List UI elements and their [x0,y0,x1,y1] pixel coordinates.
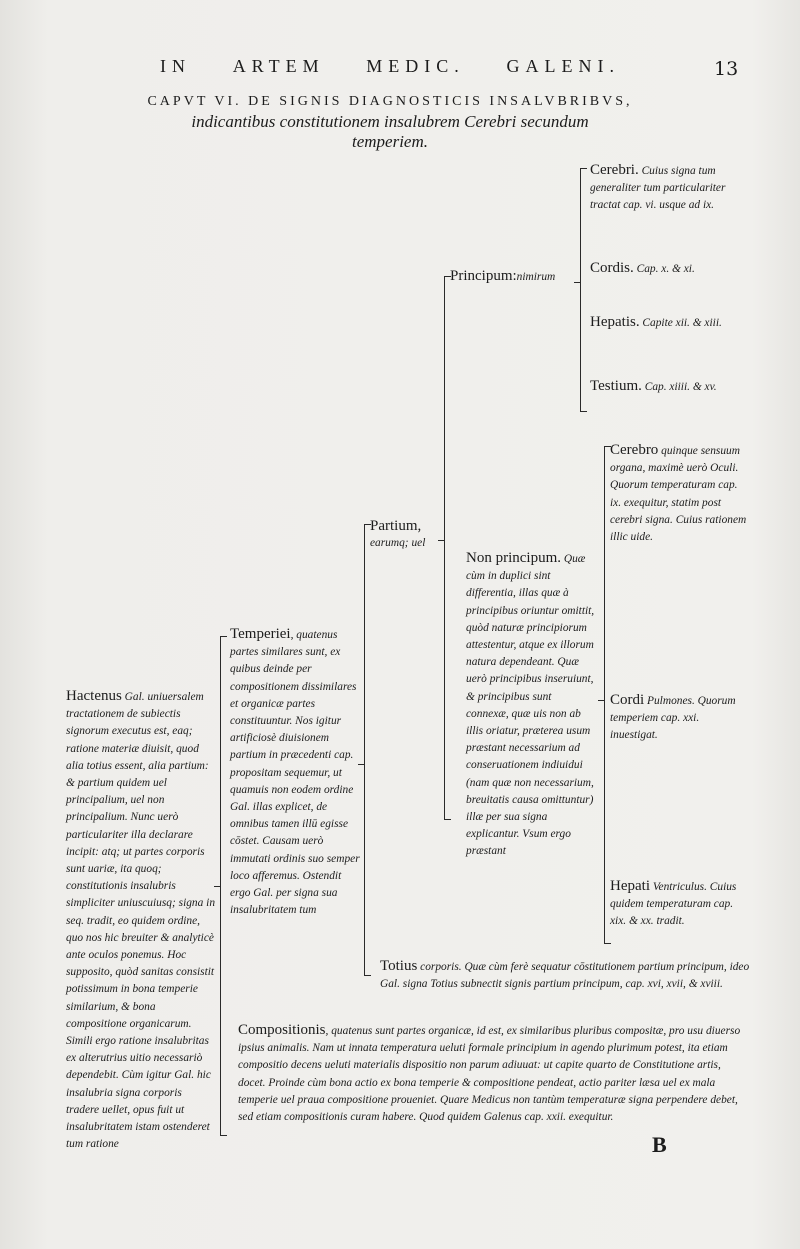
compositionis-text: , quatenus sunt partes organicæ, id est, ex similaribus pluribus compositæ, pro usu diuerso ipsius animalis. Nam ut innata temperatura ueluti formale principium in agendo plurimum potest, ita etiam compositio decens ueluti materialis dispositio non parum adiuuat: ut capite quarto de Constitutione artis, docet. Proinde cùm bona actio ex bona temperie & compositione pendeat, actio pariter læsa uel ex mala temperie uel praua compositione proueniet. Quare Medicus non tantùm temperaturæ signa perpendere debet, sed etiam compositionis curam habere. Quod quidem Galenus cap. xxii. exequitur. [238,1025,741,1124]
chapter-title [100,92,680,152]
partium-block [370,518,440,552]
compositionis-block [238,1022,748,1126]
partium-head: Partium, [370,518,422,534]
hepati-text: Ventriculus. Cuius quidem temperaturam cap. xix. & xx. tradit. [610,881,737,928]
non-principum-block [466,550,596,861]
signature-mark: B [652,1132,667,1157]
intro-paragraph [66,688,216,1153]
cerebro-text: quinque sensuum organa, maximè uerò Oculi. Quorum temperaturam cap. ix. exequitur, statim post cerebri signa. Cuius rationem illic uide. [610,445,747,544]
chapter-title-line1: CAPVT VI. DE SIGNIS DIAGNOSTICIS INSALVBRIBVS, [147,94,633,109]
cordi-block [610,692,748,745]
cerebri-text: Cuius signa tum generaliter tum particulariter tractat cap. vi. usque ad ix. [590,165,726,212]
cerebro-head: Cerebro [610,442,659,458]
totius-text: corporis. Quæ cùm ferè sequatur cōstitutionem partium principum, ideo Gal. signa Totius subnectit signis partium principum, cap. xvi, xvii, & xviii. [380,961,750,991]
brace-partium-point [438,540,444,541]
testium-text: Cap. xiiii. & xv. [641,381,717,393]
totius-head: Totius [380,958,418,974]
running-word: ARTEM [232,56,325,76]
running-head [160,56,620,77]
principum-head: Principum: [450,268,517,284]
cordi-text: Pulmones. Quorum temperiem cap. xxi. inuestigat. [610,695,736,742]
cordi-head: Cordi [610,692,645,708]
cordis-block [590,260,740,278]
testium-block [590,378,740,396]
hepatis-block [590,314,740,332]
running-word: IN [160,56,191,76]
non-principum-head: Non principum. [466,550,561,566]
brace-partium [444,276,453,820]
bleed-through [240,150,390,166]
brace-intro-point [214,886,220,887]
intro-head: Hactenus [66,688,122,704]
intro-text: Gal. uniuersalem tractationem de subiectis signorum executus est, eaq; ratione materiæ diuisit, quod alia totius essent, alia partium: & partium quidem uel principalium, uel non principalium. Nunc uerò particulariter illa declarare incipit: atq; ut partes corporis sunt uariæ, ita quoq; constitutionis insalubris simpliciter uniuscuiusq; signa in seq. tradit, eo quidem ordine, quo nos hic breuiter & analyticè ante oculos ponemus. Hoc supposito, quòd sanitas consistit potissimum in bona temperie similarium, & bona compositione organicarum. Simili ergo ratione insalubritas ex alterutrius uitio necessariò dependebit. Cùm igitur Gal. hic insalubria signa corporis tradere uellet, opus fuit ut insalubritatem istam ostenderet tum ratione [66,691,216,1151]
non-principum-text: Quæ cùm in duplici sint differentia, illas quæ à principibus oriuntur omittit, quòd naturæ principiorum attestentur, atque ex illorum natura dependeant. Quæ uerò principibus inseruiunt, & principibus sunt connexæ, quæ uis non ab illis oriatur, præterea usum præstant necessarium ad conseruationem indiuidui (nam quæ non necessarium, breuitatis causa omittuntur) illæ per sua signa explicantur. Vsum ergo præstant [466,553,595,858]
brace-temperiei-point [358,764,364,765]
brace-principum-point [574,282,580,283]
running-word: GALENI. [506,56,620,76]
cerebro-block [610,442,748,546]
hepatis-text: Capite xii. & xiii. [639,317,722,329]
brace-non-principum-point [598,700,604,701]
partium-text: earumq; uel [370,537,426,549]
testium-head: Testium. [590,378,642,394]
hepati-block [610,878,748,931]
compositionis-head: Compositionis [238,1022,326,1038]
cerebri-block [590,162,740,215]
brace-temperiei [364,524,373,976]
totius-block [380,958,750,993]
hepati-head: Hepati [610,878,650,894]
brace-principum [580,168,589,412]
temperiei-head: Temperiei [230,626,291,642]
brace-intro [220,636,229,1136]
chapter-title-line3: temperiem. [351,132,428,151]
principum-block [450,268,590,286]
chapter-title-line2: indicantibus constitutionem insalubrem Cerebri secundum [191,112,589,131]
page-number: 13 [714,58,739,80]
cordis-text: Cap. x. & xi. [633,263,695,275]
cordis-head: Cordis. [590,260,634,276]
temperiei-block [230,626,360,919]
temperiei-text: , quatenus partes similares sunt, ex quibus deinde per compositionem dissimilares et organicæ partes constituuntur. Nos igitur artificiosè diuisionem partium in præcedenti cap. propositam sequemur, ut quamuis non eodem ordine Gal. illas explicet, de omnibus tamen illū egisse cōstet. Causam uerò immutati ordinis suo semper loco afferemus. Ostendit ergo Gal. per signa sua insalubritatem tum [230,629,360,917]
running-word: MEDIC. [366,56,465,76]
hepatis-head: Hepatis. [590,314,640,330]
principum-text: nimirum [516,271,556,283]
cerebri-head: Cerebri. [590,162,639,178]
